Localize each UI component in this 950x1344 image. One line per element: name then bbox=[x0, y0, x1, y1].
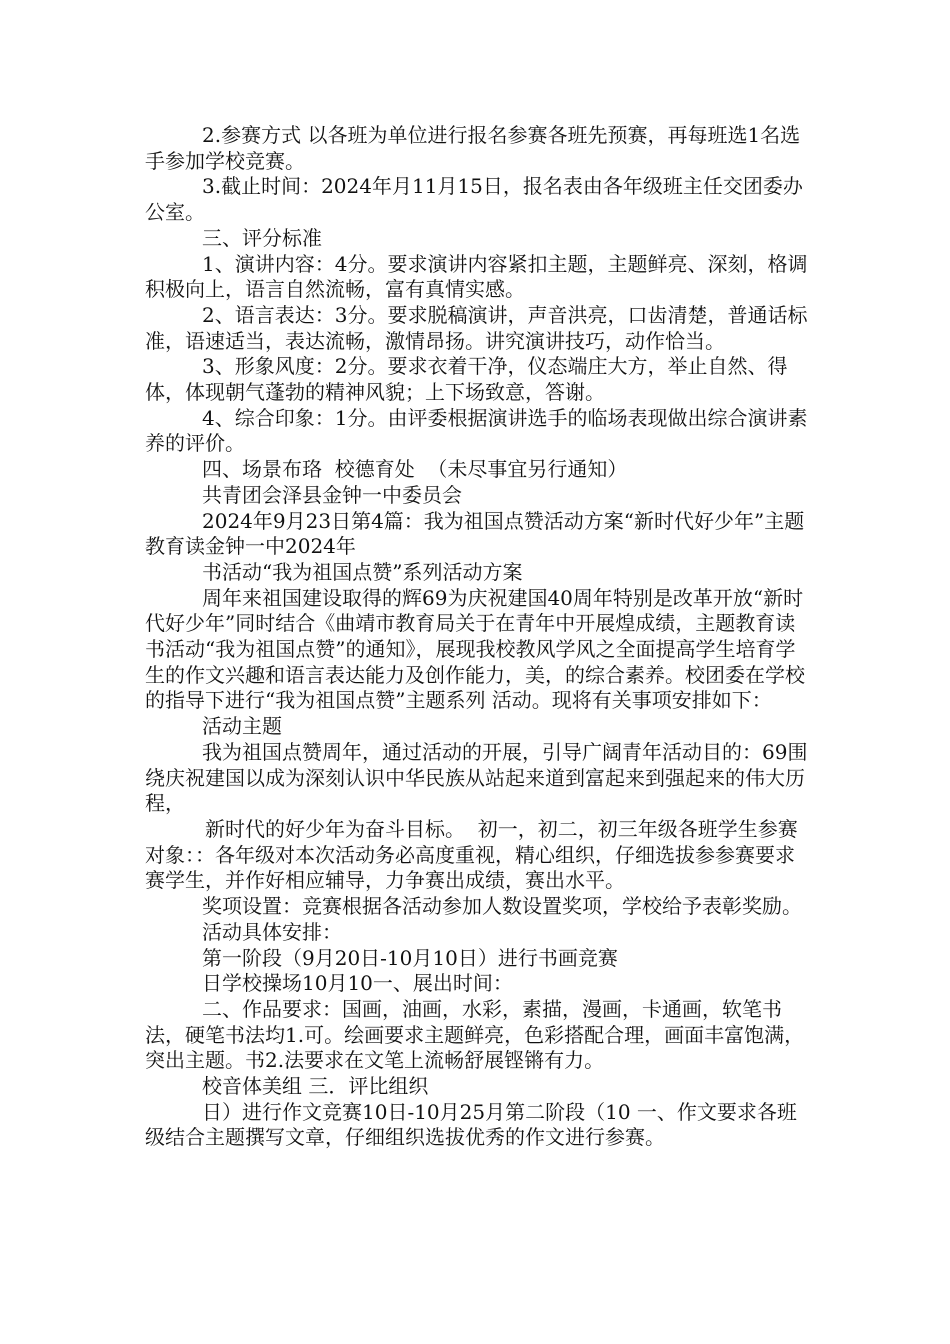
heading-schedule: 活动具体安排： bbox=[202, 919, 342, 944]
paragraph-entry-method: 2.参赛方式 以各班为单位进行报名参赛各班先预赛，再每班选1名选手参加学校竞赛。 bbox=[145, 123, 801, 173]
paragraph-organizer: 共青团会泽县金钟一中委员会 bbox=[202, 482, 462, 507]
paragraph-background: 周年来祖国建设取得的辉69为庆祝建国40周年特别是改革开放“新时代好少年”同时结合《曲靖市教育局关于在青年中开展煌成绩，主题教育读书活动“我为祖国点赞”的通知》，展现我校教风学风之全面提高学生培育学生的作文兴趣和语言表达能力及创作能力，美，的综合素养。校团委在学校的指导下进行“我为祖国点赞”主题系列 活动。现将有关事项安排如下： bbox=[145, 585, 805, 713]
paragraph-activity-purpose: 我为祖国点赞周年，通过活动的开展，引导广阔青年活动目的：69围绕庆祝建国以成为深刻认识中华民族从站起来道到富起来到强起来的伟大历程， bbox=[145, 739, 808, 816]
paragraph-series-title: 书活动“我为祖国点赞”系列活动方案 bbox=[202, 559, 523, 584]
paragraph-participants: 新时代的好少年为奋斗目标。 初一，初二，初三年级各班学生参赛对象：：各年级对本次活动务必高度重视，精心组织，仔细选拔参参赛要求 赛学生，并作好相应辅导，力争赛出成绩，赛出水平。 bbox=[145, 816, 802, 893]
paragraph-deadline: 3.截止时间：2024年月11月15日，报名表由各年级班主任交团委办公室。 bbox=[145, 174, 803, 225]
paragraph-exhibition-time: 日学校操场10月10一、展出时间： bbox=[202, 971, 513, 996]
paragraph-stage-one: 第一阶段（9月20日-10月10日）进行书画竞赛 bbox=[202, 945, 618, 970]
paragraph-date-and-title: 2024年9月23日第4篇：我为祖国点赞活动方案“新时代好少年”主题教育读金钟一中2024年 bbox=[145, 508, 805, 559]
document-body bbox=[145, 123, 810, 1151]
paragraph-stage-two: 日）进行作文竞赛10日-10月25月第二阶段（10 一、作文要求各班级结合主题撰写文章，仔细组织选拔优秀的作文进行参赛。 bbox=[145, 1099, 797, 1150]
paragraph-image-demeanor: 3、形象风度：2分。要求衣着干净，仪态端庄大方，举止自然、得体，体现朝气蓬勃的精神风貌；上下场致意，答谢。 bbox=[145, 354, 788, 405]
heading-activity-theme: 活动主题 bbox=[202, 714, 282, 739]
paragraph-language-expression: 2、语言表达：3分。要求脱稿演讲，声音洪亮，口齿清楚，普通话标准，语速适当，表达流畅，激情昂扬。讲究演讲技巧，动作恰当。 bbox=[145, 302, 808, 353]
paragraph-speech-content: 1、演讲内容：4分。要求演讲内容紧扣主题，主题鲜亮、深刻，格调积极向上，语言自然流畅，富有真情实感。 bbox=[145, 251, 808, 302]
paragraph-awards: 奖项设置：竞赛根据各活动参加人数设置奖项，学校给予表彰奖励。 bbox=[202, 894, 802, 919]
heading-venue-setup: 四、场景布珞 校德育处 （未尽事宜另行通知） bbox=[202, 457, 628, 482]
heading-scoring-criteria: 三、评分标准 bbox=[202, 225, 322, 250]
paragraph-work-requirements: 二、作品要求：国画，油画，水彩，素描，漫画，卡通画，软笔书法，硬笔书法均1.可。绘画要求主题鲜亮，色彩搭配合理，画面丰富饱满，突出主题。书2.法要求在文笔上流畅舒展铿锵有力。 bbox=[145, 996, 805, 1073]
paragraph-overall-impression: 4、综合印象：1分。由评委根据演讲选手的临场表现做出综合演讲素养的评价。 bbox=[145, 405, 808, 456]
paragraph-evaluation-group: 校音体美组 三．评比组织 bbox=[202, 1074, 429, 1099]
